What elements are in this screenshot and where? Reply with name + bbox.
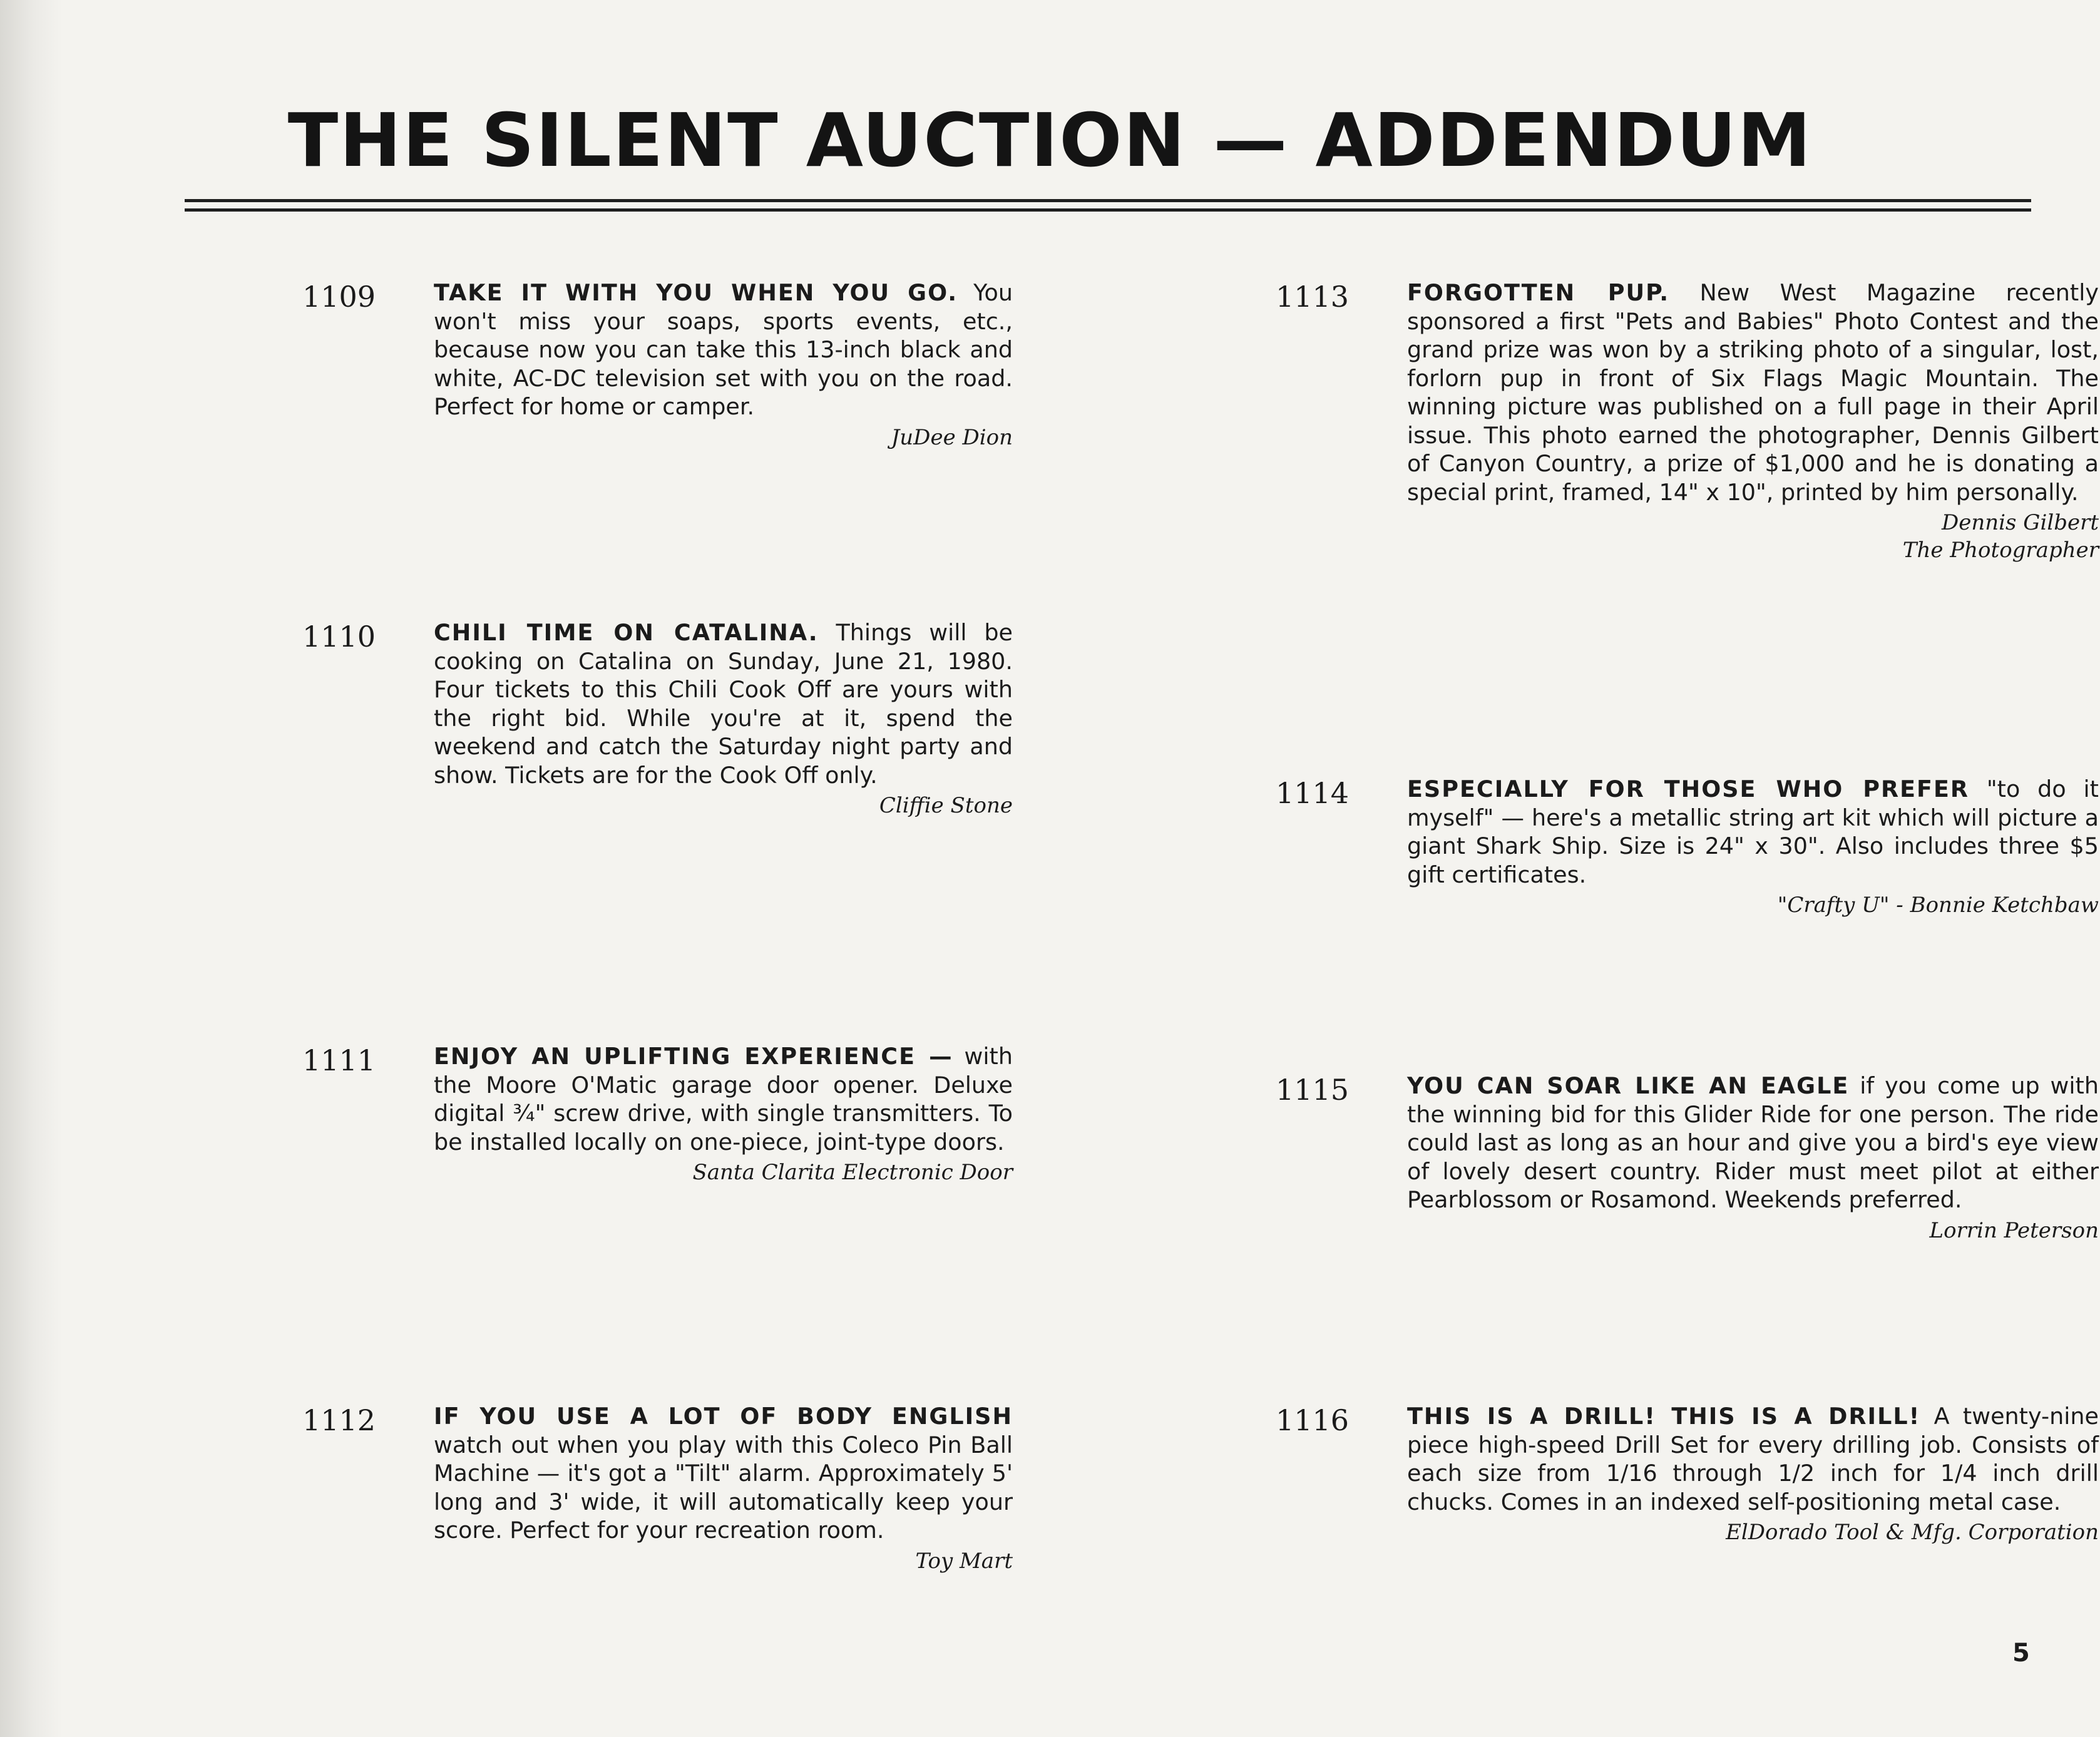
item-description xyxy=(434,1042,1013,1186)
item-description xyxy=(434,618,1013,819)
item-number: 1111 xyxy=(302,1043,376,1077)
item-text: watch out when you play with this Coleco Pin Ball Machine — it's got a "Tilt" alarm. Approximately 5' long and 3' wide, it will automatically keep your score. Perfect for your recreation room. xyxy=(434,1431,1013,1544)
item-text: Things will be cooking on Catalina on Sunday, June 21, 1980. Four tickets to this Chili Cook Off are yours with the right bid. While you're at it, spend the weekend and catch the Saturday night party and show. Tickets are for the Cook Off only. xyxy=(434,619,1013,789)
item-description xyxy=(1407,1072,2099,1244)
item-text: if you come up with the winning bid for this Glider Ride for one person. The ride could last as long as an hour and give you a bird's eye view of lovely desert country. Rider must meet pilot at either Pearblossom or Rosamond. Weekends preferred. xyxy=(1407,1072,2099,1213)
item-heading: YOU CAN SOAR LIKE AN EAGLE xyxy=(1407,1072,1850,1099)
item-heading: IF YOU USE A LOT OF BODY ENGLISH xyxy=(434,1403,1013,1430)
item-donor: Lorrin Peterson xyxy=(1929,1217,2099,1243)
item-number: 1112 xyxy=(302,1403,376,1437)
title-rule-top xyxy=(185,199,2031,202)
page-title: THE SILENT AUCTION — ADDENDUM xyxy=(287,97,1813,183)
item-text: New West Magazine recently sponsored a first "Pets and Babies" Photo Contest and the grand prize was won by a striking photo of a singular, lost, forlorn pup in front of Six Flags Magic Mountain. The winning picture was published on a full page in their April issue. This photo earned the photographer, Dennis Gilbert of Canyon Country, a prize of $1,000 and he is donating a special print, framed, 14" x 10", printed by him personally. xyxy=(1407,279,2099,506)
item-description xyxy=(1407,1402,2099,1546)
item-description xyxy=(1407,279,2099,564)
item-description xyxy=(434,279,1013,451)
item-number: 1113 xyxy=(1276,280,1350,314)
item-donor: ElDorado Tool & Mfg. Corporation xyxy=(1726,1520,2099,1545)
item-description xyxy=(1407,775,2099,919)
item-heading: TAKE IT WITH YOU WHEN YOU GO. xyxy=(434,279,958,306)
item-donor: Toy Mart xyxy=(915,1548,1013,1574)
item-donor-title: The Photographer xyxy=(1902,538,2099,563)
item-text: with the Moore O'Matic garage door opener. Deluxe digital ¾" screw drive, with single transmitters. To be installed locally on one-piece, joint-type doors. xyxy=(434,1043,1013,1155)
item-number: 1109 xyxy=(302,280,376,314)
page-gutter xyxy=(0,0,63,1737)
item-description xyxy=(434,1402,1013,1575)
item-heading: THIS IS A DRILL! THIS IS A DRILL! xyxy=(1407,1403,1921,1430)
item-number: 1114 xyxy=(1276,776,1350,810)
item-text: A twenty-nine piece high-speed Drill Set for every drilling job. Consists of each size from 1/16 through 1/2 inch for 1/4 inch drill chucks. Comes in an indexed self-positioning metal case. xyxy=(1407,1403,2099,1515)
item-number: 1116 xyxy=(1276,1403,1350,1437)
title-rule-bottom xyxy=(185,208,2031,212)
item-heading: CHILI TIME ON CATALINA. xyxy=(434,619,819,646)
item-heading: ESPECIALLY FOR THOSE WHO PREFER xyxy=(1407,776,1970,802)
item-donor: Dennis Gilbert xyxy=(1941,510,2099,535)
item-donor: Cliffie Stone xyxy=(879,793,1013,818)
item-donor: Santa Clarita Electronic Door xyxy=(692,1160,1013,1185)
item-heading: ENJOY AN UPLIFTING EXPERIENCE — xyxy=(434,1043,953,1070)
page-number: 5 xyxy=(2012,1639,2030,1668)
item-number: 1115 xyxy=(1276,1073,1350,1107)
item-text: You won't miss your soaps, sports events, etc., because now you can take this 13-inch black and white, AC-DC television set with you on the road. Perfect for home or camper. xyxy=(434,279,1013,420)
item-donor: "Crafty U" - Bonnie Ketchbaw xyxy=(1777,893,2099,918)
item-heading: FORGOTTEN PUP. xyxy=(1407,279,1670,306)
item-donor: JuDee Dion xyxy=(891,424,1013,450)
item-text: "to do it myself" — here's a metallic string art kit which will picture a giant Shark Ship. Size is 24" x 30". Also includes three $5 gift certificates. xyxy=(1407,776,2099,888)
item-number: 1110 xyxy=(302,620,376,653)
